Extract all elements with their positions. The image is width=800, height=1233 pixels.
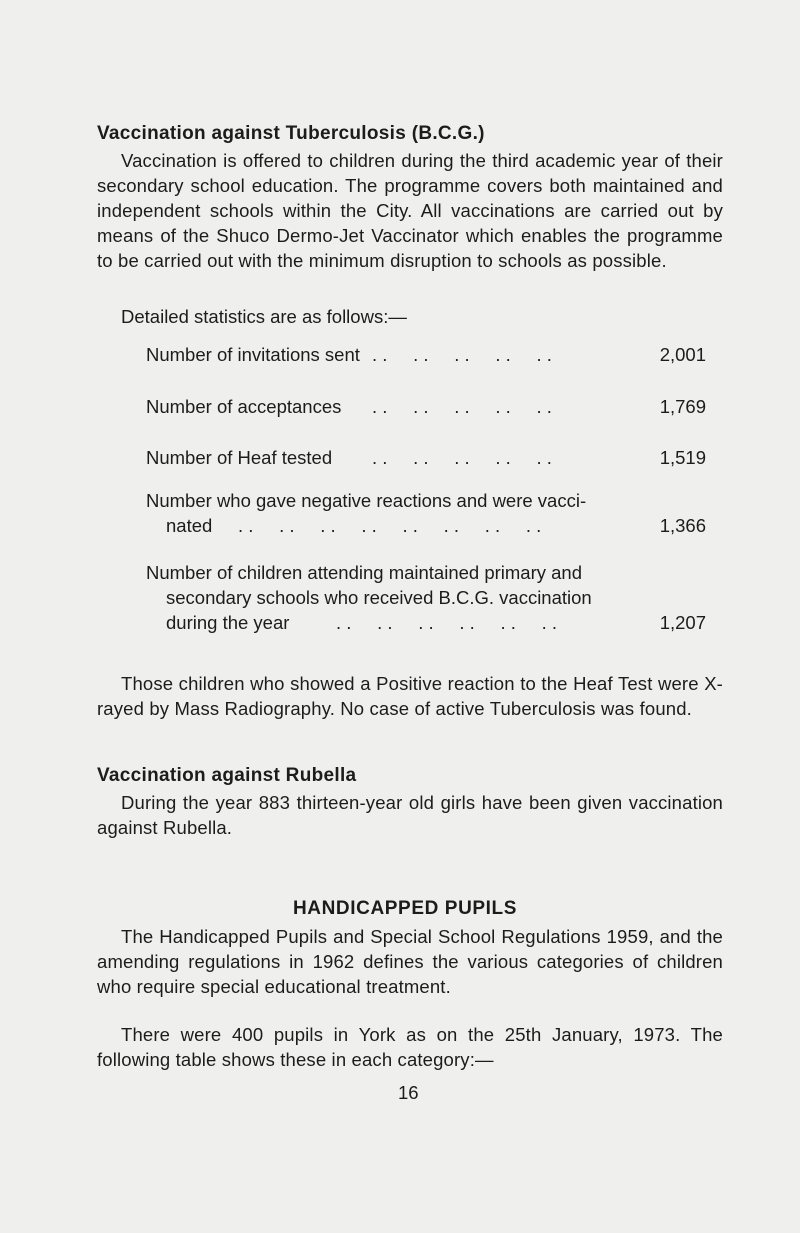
rubella-heading: Vaccination against Rubella bbox=[97, 765, 357, 786]
stat-row-acceptances bbox=[146, 394, 706, 419]
stat-label: Number of acceptances bbox=[146, 396, 342, 417]
stats-intro: Detailed statistics are as follows:— bbox=[121, 306, 407, 327]
leader-dots: . . . . . . . . . . bbox=[372, 344, 552, 365]
stat-label-line: Number of children attending maintained primary and bbox=[146, 562, 583, 583]
stat-value: 2,001 bbox=[659, 344, 706, 365]
handicapped-heading: HANDICAPPED PUPILS bbox=[292, 898, 518, 919]
stat-row-invitations bbox=[146, 342, 706, 367]
stat-label-line: secondary schools who received B.C.G. vaccination bbox=[166, 587, 592, 608]
leader-dots: . . . . . . . . . . bbox=[372, 396, 552, 417]
leader-dots: . . . . . . . . . . . . bbox=[336, 612, 558, 633]
handicapped-paragraph-1 bbox=[97, 924, 723, 999]
bcg-paragraph-text: Vaccination is offered to children during the third academic year of their secondary school education. The programme covers both maintained and independent schools within the City. All vaccinations are carried out by means of the Shuco Dermo-Jet Vaccinator which enables the programme to be carried out with the minimum disruption to schools as possible. bbox=[97, 150, 723, 271]
rubella-paragraph bbox=[97, 790, 723, 840]
stat-value: 1,366 bbox=[659, 515, 706, 536]
stat-row-children-vaccinated bbox=[146, 560, 706, 635]
stat-row-negative-reactions bbox=[146, 488, 706, 538]
handicapped-paragraph-1-text: The Handicapped Pupils and Special School Regulations 1959, and the amending regulations in 1962 defines the various categories of children who require special educational treatment. bbox=[97, 926, 723, 997]
bcg-paragraph bbox=[97, 148, 723, 273]
stat-value: 1,519 bbox=[659, 447, 706, 468]
stat-label: Number of Heaf tested bbox=[146, 447, 333, 468]
stat-value: 1,769 bbox=[659, 396, 706, 417]
stat-value: 1,207 bbox=[659, 612, 706, 633]
stat-label: Number of invitations sent bbox=[146, 344, 360, 365]
leader-dots: . . . . . . . . . . bbox=[372, 447, 552, 468]
bcg-closing-text: Those children who showed a Positive reaction to the Heaf Test were X-rayed by Mass Radiography. No case of active Tuberculosis was found. bbox=[97, 673, 723, 719]
leader-dots: . . . . . . . . . . . . . . . . bbox=[238, 515, 542, 536]
page-number: 16 bbox=[398, 1082, 419, 1103]
stat-label-line: Number who gave negative reactions and were vacci- bbox=[146, 490, 587, 511]
stat-label-line: during the year bbox=[166, 612, 290, 633]
handicapped-paragraph-2 bbox=[97, 1022, 723, 1072]
bcg-closing-paragraph bbox=[97, 671, 723, 721]
stat-label-line: nated bbox=[166, 515, 213, 536]
handicapped-paragraph-2-text: There were 400 pupils in York as on the 25th January, 1973. The following table shows these in each category:— bbox=[97, 1024, 723, 1070]
stat-row-heaf-tested bbox=[146, 445, 706, 470]
bcg-heading: Vaccination against Tuberculosis (B.C.G.) bbox=[97, 123, 485, 144]
rubella-paragraph-text: During the year 883 thirteen-year old girls have been given vaccination against Rubella. bbox=[97, 792, 723, 838]
